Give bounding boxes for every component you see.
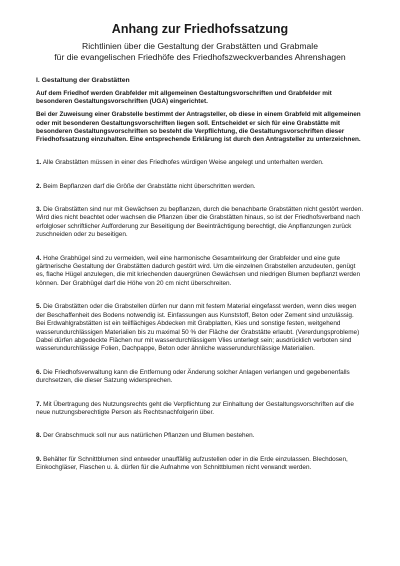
rule-number: 5. (36, 303, 42, 311)
rule-number: 1. (36, 159, 42, 167)
rule-number: 3. (36, 206, 42, 214)
rule-number: 8. (36, 432, 42, 440)
rule-text: Mit Übertragung des Nutzungsrechts geht die Verpflichtung zur Einhaltung der Gestaltungsvorschriften auf die neue nutzungsberechtigte Person als Rechtsnachfolgerin über. (36, 400, 354, 416)
rule-number: 6. (36, 368, 42, 376)
rule-text: Alle Grabstätten müssen in einer des Friedhofes würdigen Weise angelegt und unterhalten werden. (42, 159, 324, 167)
rule-number: 4. (36, 254, 42, 262)
document-subtitle-line1: Richtlinien über die Gestaltung der Grabstätten und Grabmale (82, 41, 318, 51)
document-subtitle-line2: für die evangelischen Friedhöfe des Friedhofszweckverbandes Ahrenshagen (54, 52, 346, 62)
rule-item-2 (36, 183, 364, 191)
section-heading: I. Gestaltung der Grabstätten (36, 77, 130, 84)
rule-text: Der Grabschmuck soll nur aus natürlichen Pflanzen und Blumen bestehen. (43, 432, 255, 440)
intro-paragraph-2: Bei der Zuweisung einer Grabstelle bestimmt der Antragsteller, ob diese in einem Grabfeld mit allgemeinen oder mit besonderen Gestaltungsvorschriften liegen soll. Entscheidet er sich für eine Grabstätte mit besonderen Gestaltungsvorschriften so besteht die Verpflichtung, die Gestaltungsvorschriften dieser Friedhofssatzung einzuhalten. Eine entsprechende Erklärung ist durch den Antragsteller zu unterzeichnen. (36, 111, 361, 144)
rule-text: Behälter für Schnittblumen sind entweder unauffällig aufzustellen oder in die Erde einzulassen. Blechdosen, Einkochgläser, Flaschen u. ä. dürfen für die Aufnahme von Schnittblumen nicht verwandt werden. (36, 455, 348, 472)
rule-text-continued: Bei Erdwahlgrabstätten ist ein teilflächiges Abdecken mit Grabplatten, Kies und sonstige festen, weitgehend wasserundurchlässigen Materialien bis zu maximal 50 % der Fläche der Grabstätte erlaubt. (Vererdungsprobleme) Dabei dürfen abgedeckte Flächen nur mit wasserdurchlässigem Vlies unterlegt sein; ausdrücklich verboten sind wasserundurchlässige Folien, Dachpappe, Beton oder ähnliche wasserundurchlässige Materialien. (36, 320, 360, 353)
rule-item-5 (36, 303, 364, 353)
rule-item-4 (36, 255, 364, 289)
rule-item-6 (36, 369, 364, 386)
rule-text: Die Grabstätten sind nur mit Gewächsen zu bepflanzen, durch die benachbarte Grabstätten nicht gestört werden. Wird dies nicht beachtet oder wachsen die Pflanzen über die Grabstätten hinaus, so ist der Friedhofsverband nach erfolgloser schriftlicher Aufforderung zur Beseitigung der Beeinträchtigung berechtigt, die Anpflanzungen zurück zuschneiden oder zu beseitigen. (36, 206, 364, 239)
rule-item-3 (36, 206, 364, 240)
rule-text: Die Friedhofsverwaltung kann die Entfernung oder Änderung solcher Anlagen verlangen und gegebenenfalls durchsetzen, die dieser Satzung widersprechen. (36, 368, 350, 385)
intro-paragraph-1: Auf dem Friedhof werden Grabfelder mit allgemeinen Gestaltungsvorschriften und Grabfelder mit besonderen Gestaltungsvorschriften (UGA) eingerichtet. (36, 90, 332, 106)
rule-item-1 (36, 159, 364, 167)
rule-text: Beim Bepflanzen darf die Größe der Grabstätte nicht überschritten werden. (43, 182, 256, 190)
document-title: Anhang zur Friedhofssatzung (111, 22, 289, 36)
rule-item-9 (36, 456, 364, 473)
rule-number: 7. (36, 400, 42, 408)
rule-item-7 (36, 401, 364, 418)
rule-text: Die Grabstätten oder die Grabstellen dürfen nur dann mit festem Material eingefasst werden, wenn dies wegen der Beschaffenheit des Bodens notwendig ist. Einfassungen aus Kunststoff, Beton oder Zement sind unzulässig. (36, 303, 357, 319)
rule-number: 9. (36, 455, 42, 463)
rule-number: 2. (36, 182, 42, 190)
rule-text: Hohe Grabhügel sind zu vermeiden, weil eine harmonische Gesamtwirkung der Grabfelder und eine gute gärtnerische Gestaltung der Grabstätten dadurch gestört wird. Um die einzelnen Grabstellen anzudeuten, genügt es, flache Hügel anzulegen, die mit kriechenden dauergrünen Gewächsen und niedrigen Blumen bepflanzt werden können. Der Grabhügel darf die Höhe von 20 cm nicht überschreiten. (36, 254, 361, 287)
rule-item-8 (36, 432, 364, 440)
